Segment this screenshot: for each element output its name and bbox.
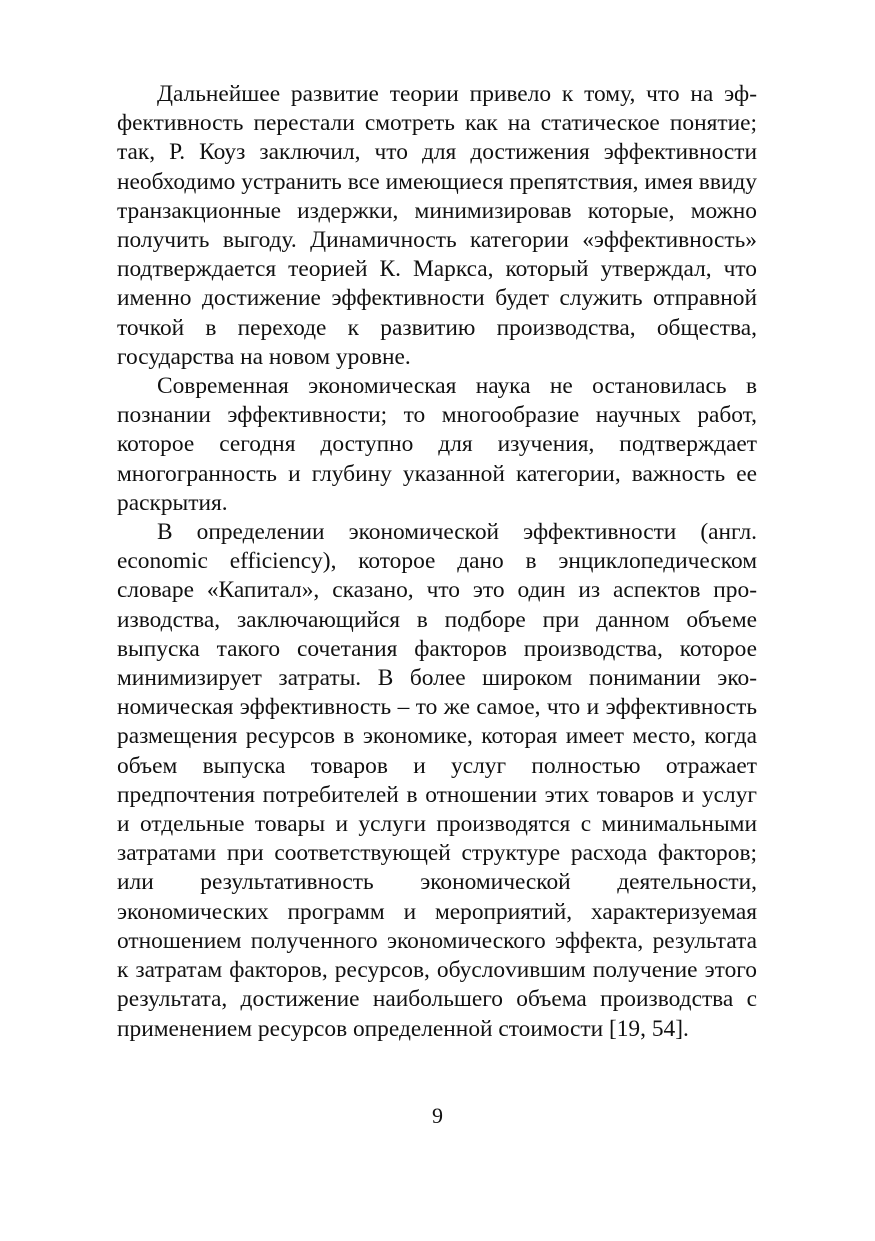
page-number: 9 [432, 1103, 443, 1128]
paragraph-2: Современная экономическая наука не остановилась в познании эффективности; то многообразие научных работ, которое сегодня доступно для изучения, подтверждает многогранность и глубину указанной категории, важность ее раскрытия. [117, 373, 757, 516]
paragraph-1: Дальнейшее развитие теории привело к тому, что на эффективность перестали смотреть как на статическое понятие; так, Р. Коуз заключил, что для достижения эффективности необходимо устранить все имеющиеся препятствия, имея ввиду транзакционные издержки, минимизировав которые, можно получить выгоду. Динамичность категории «эффективность» подтверждается теорией К. Маркса, который утверждал, что именно достижение эффективности будет служить отправной точкой в переходе к развитию производства, общества, государства на новом уровне. [117, 81, 757, 370]
paragraph-3: В определении экономической эффективности (англ. economic efficiency), которое дано в энциклопедическом словаре «Капитал», сказано, что это один из аспектов производства, заключающийся в подборе при данном объеме выпуска такого сочетания факторов производства, которое минимизирует затраты. В более широком понимании экономическая эффективность – то же самое, что и эффективность размещения ресурсов в экономике, которая имеет место, когда объем выпуска товаров и услуг полностью отражает предпочтения потребителей в отношении этих товаров и услуг и отдельные товары и услуги производятся с минимальными затратами при соответствующей структуре расхода факторов; или результативность экономической деятельности, экономических программ и мероприятий, характеризуемая отношением полученного экономического эффекта, результата к затратам факторов, ресурсов, обуслоvившим получение этого результата, достижение наибольшего объема производства с применением ресурсов определенной стоимости [19, 54]. [117, 519, 757, 1042]
page-body [117, 80, 757, 1044]
